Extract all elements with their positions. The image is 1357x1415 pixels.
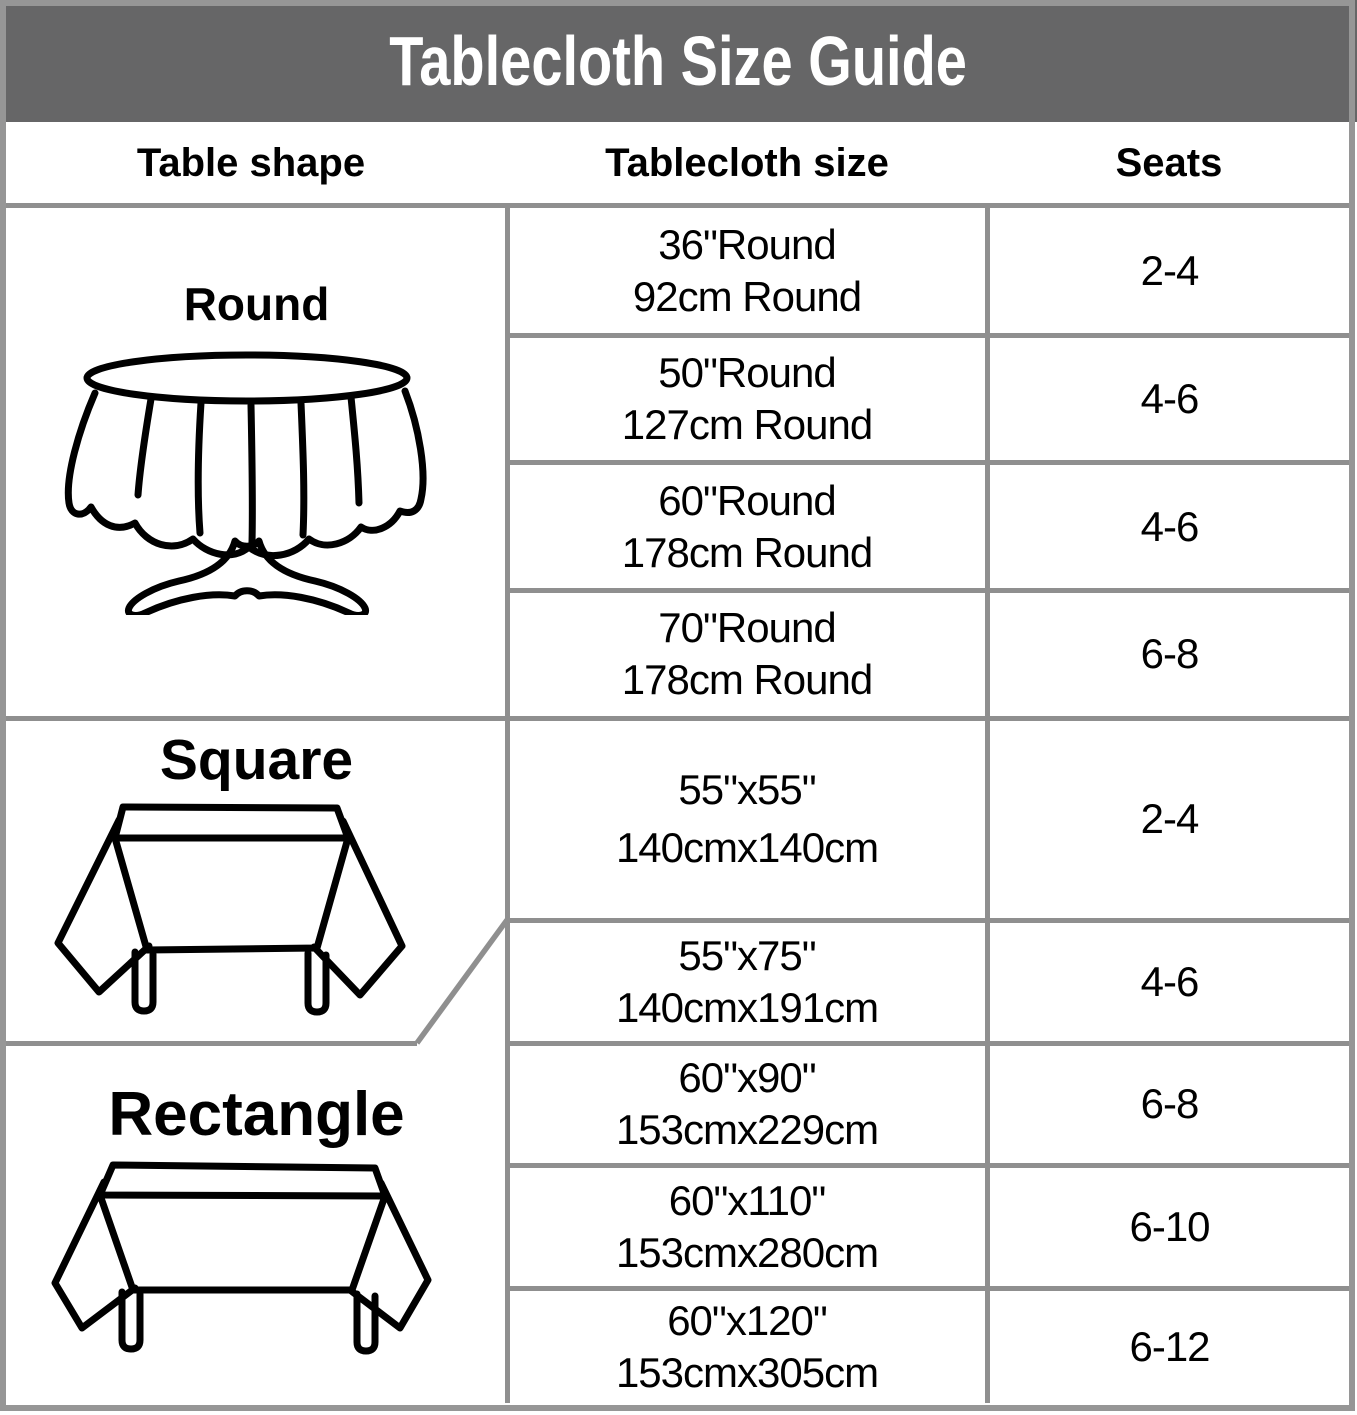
grid-line-row6-left	[6, 1041, 417, 1046]
table-row-size: 55"x75" 140cmx191cm	[615, 931, 879, 1031]
shape-label-square: Square	[159, 728, 354, 792]
page-title: Tablecloth Size Guide	[389, 22, 968, 100]
grid-line-row6-right	[505, 1041, 1351, 1046]
grid-line-row7	[505, 1163, 1351, 1168]
table-row-seats: 2-4	[1140, 246, 1199, 294]
grid-line-row3	[505, 588, 1351, 593]
grid-line-header	[6, 203, 1351, 208]
table-row-size: 60"Round 178cm Round	[621, 476, 873, 576]
grid-line-col1	[505, 203, 510, 1403]
shape-label-rectangle: Rectangle	[108, 1079, 405, 1149]
column-header-table-shape: Table shape	[136, 141, 366, 185]
table-row-size: 60"x90" 153cmx229cm	[615, 1054, 879, 1153]
column-header-tablecloth-size: Tablecloth size	[605, 141, 889, 185]
table-row-size: 60"x110" 153cmx280cm	[615, 1177, 879, 1276]
table-row-seats: 6-8	[1140, 1080, 1199, 1127]
table-row-size: 70"Round 178cm Round	[621, 604, 873, 703]
table-row-seats: 6-8	[1140, 630, 1199, 677]
grid-line-row1	[505, 333, 1351, 338]
shape-label-round: Round	[183, 278, 330, 330]
table-row-seats: 2-4	[1140, 795, 1199, 842]
table-row-seats: 4-6	[1140, 502, 1199, 550]
title-bar	[0, 0, 1357, 122]
table-row-seats: 6-10	[1129, 1203, 1210, 1250]
table-row-size: 55"x55" 140cmx140cm	[615, 766, 879, 871]
table-row-seats: 4-6	[1140, 957, 1199, 1005]
diagonal-divider-line	[412, 914, 512, 1048]
table-row-size: 60"x120" 153cmx305cm	[615, 1296, 879, 1396]
grid-line-col2	[985, 203, 990, 1403]
grid-line-row8	[505, 1286, 1351, 1291]
grid-line-row2	[505, 460, 1351, 465]
table-row-seats: 6-12	[1129, 1322, 1210, 1370]
rectangle-table-icon	[30, 1140, 480, 1370]
table-row-seats: 4-6	[1140, 374, 1199, 422]
column-header-seats: Seats	[1115, 141, 1223, 185]
square-table-icon	[40, 790, 470, 1020]
table-row-size: 50"Round 127cm Round	[621, 348, 873, 448]
grid-line-row4	[6, 716, 1351, 721]
round-table-icon	[55, 345, 455, 615]
table-row-size: 36"Round 92cm Round	[632, 220, 862, 320]
grid-line-row5	[505, 918, 1351, 923]
